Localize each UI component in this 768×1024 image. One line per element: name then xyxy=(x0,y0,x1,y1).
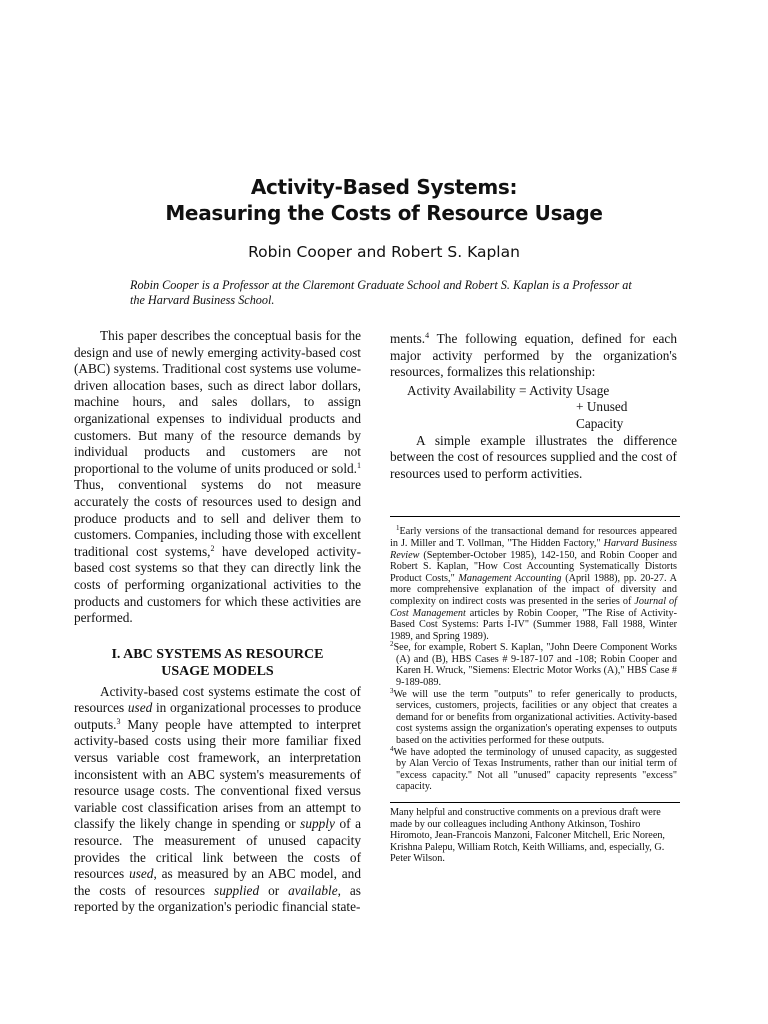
equation-line-2: + Unused Capacity xyxy=(576,399,628,431)
section-1-paragraph: Activity-based cost systems estimate the cost of resources used in organizational processes to produce outputs.$^3$ Many people have attempted to interpret activity-based costs using their more familiar fixed versus variable cost framework, an interpretation inconsistent with an ABC system's measurements of resource usage costs. The conventional fixed versus variable cost classification arises from an attempt to classify the likely change in spending or supply of a resource. The measurement of unused capacity provides the critical link between the costs of resources used, as measured by an ABC model, and the costs of resources supplied or available, as reported by the organization's periodic financial state- xyxy=(74,683,361,915)
right-column xyxy=(390,331,677,865)
example-paragraph: A simple example illustrates the difference between the cost of resources supplied and the cost of resources used to perform activities. xyxy=(390,432,677,481)
intro-paragraph: This paper describes the conceptual basis for the design and use of newly emerging activity-based cost (ABC) systems. Traditional cost systems use volume-driven allocation bases, such as direct labor dollars, machine hours, and sales dollars, to assign organizational expenses to individual products and customers. But many of the resource demands by individual products and customers are not proportional to the volume of units produced or sold.$^1$ Thus, conventional systems do not measure accurately the costs of resources used to design and produce products and to sell and deliver them to customers. Companies, including those with excellent traditional cost systems,$^2$ have developed activity-based cost systems so that they can directly link the costs of performing organizational activities to the products and customers for which these activities are performed. xyxy=(74,328,361,626)
footnote-2: $^2$See, for example, Robert S. Kaplan, "John Deere Component Works (A) and (B), HBS Cases # 9-187-107 and -108; Robin Cooper and Karen H. Wruck, "Siemens: Electric Motor Works (A)," HBS Case # 9-189-089. xyxy=(390,640,677,689)
footnotes xyxy=(390,526,677,793)
footnote-1: $^1$Early versions of the transactional demand for resources appeared in J. Miller and T. Vollman, "The Hidden Factory," Harvard Business Review (September-October 1985), 142-150, and Robin Cooper and Robert S. Kaplan, "How Cost Accounting Systematically Distorts Product Costs," Management Accounting (April 1988), pp. 20-27. A more comprehensive explanation of the impact of diversity and complexity on indirect costs was presented in the series of Journal of Cost Management articles by Robin Cooper, "The Rise of Activity-Based Cost Systems: Parts I-IV" (Summer 1988, Fall 1988, Winter 1989, and Spring 1989). xyxy=(390,524,678,642)
left-column xyxy=(74,328,361,916)
acknowledgment: Many helpful and constructive comments on a previous draft were made by our colleagues including Anthony Atkinson, Toshiro Hiromoto, Jean-Francois Manzoni, Falconer Mitchell, Eric Noreen, Krishna Palepu, William Rotch, Keith Williams, and, especially, G. Peter Wilson. xyxy=(390,807,665,865)
footnote-ref-4: 4 xyxy=(425,331,430,340)
footnote-ref-2: 2 xyxy=(210,543,215,553)
acknowledgment-divider xyxy=(390,802,680,803)
footnote-4: $^4$We have adopted the terminology of unused capacity, as suggested by Alan Vercio of Texas Instruments, rather than our initial term of "excess capacity." Not all "unused" capacity represents "excess" capacity. xyxy=(390,744,677,793)
author-affiliation: Robin Cooper is a Professor at the Claremont Graduate School and Robert S. Kaplan is a Professor at the Harvard Business School. xyxy=(130,278,632,307)
footnote-3: $^3$We will use the term "outputs" to refer generically to products, services, customers, projects, facilities or any object that creates a demand for or benefits from organizational activities. Activity-based cost systems assign the organization's operating expenses to outputs based on the activities performed for these outputs. xyxy=(390,686,677,747)
continued-paragraph: ments.$^4$ The following equation, defined for each major activity performed by the organization's resources, formalizes this relationship: xyxy=(390,331,677,380)
section-heading: I. ABC SYSTEMS AS RESOURCE USAGE MODELS xyxy=(111,646,324,679)
authors: Robin Cooper and Robert S. Kaplan xyxy=(248,243,520,261)
footnote-divider xyxy=(390,516,680,517)
footnote-ref-1: 1 xyxy=(357,460,361,470)
footnote-ref-3: 3 xyxy=(116,716,121,726)
title-line-2: Measuring the Costs of Resource Usage xyxy=(165,201,603,225)
title-line-1: Activity-Based Systems: xyxy=(250,175,518,199)
equation-line-1: Activity Availability = Activity Usage xyxy=(407,382,610,398)
